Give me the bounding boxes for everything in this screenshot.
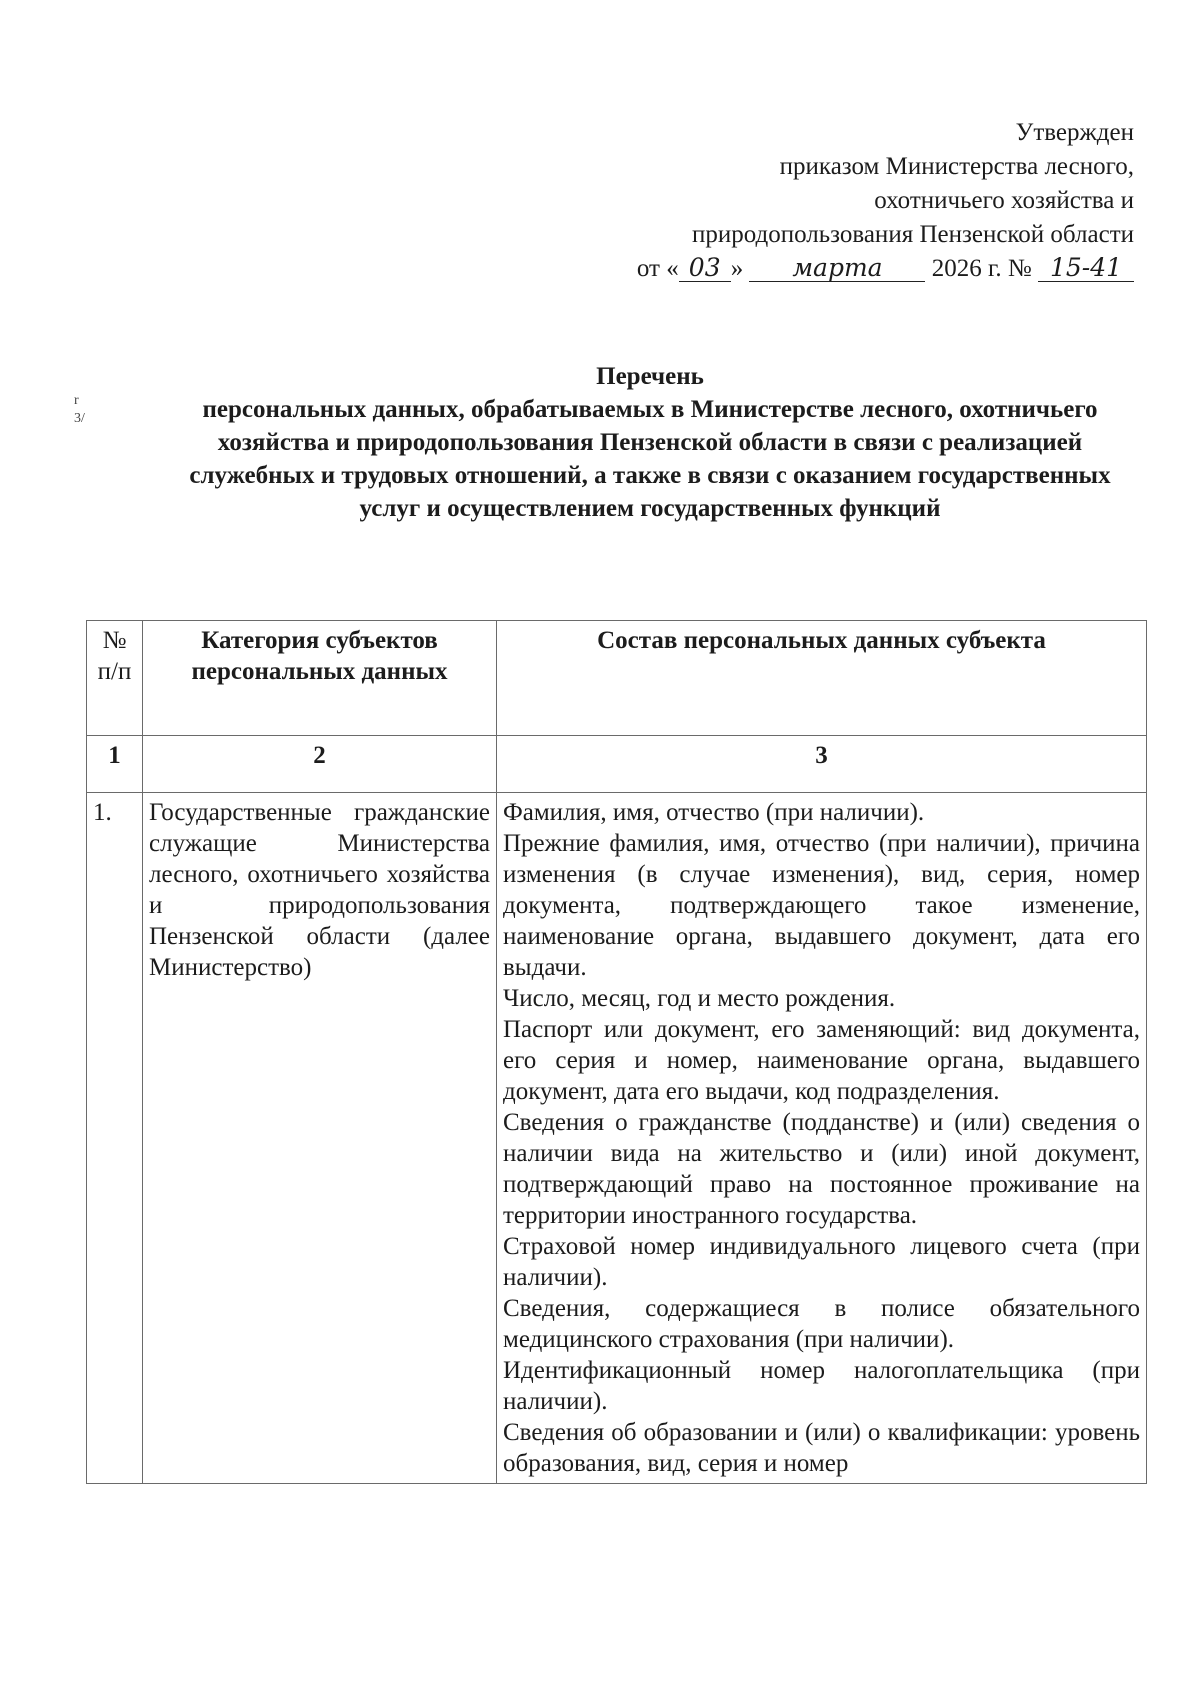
header-category: Категория субъектов персональных данных	[143, 621, 497, 736]
row-composition	[497, 793, 1147, 1484]
composition-item: Фамилия, имя, отчество (при наличии).	[503, 799, 925, 826]
column-number-3: 3	[497, 736, 1147, 793]
column-number-row	[87, 736, 1147, 793]
personal-data-table	[86, 620, 1147, 1484]
column-number-1: 1	[87, 736, 143, 793]
composition-item: Число, месяц, год и место рождения.	[503, 985, 896, 1012]
composition-item: Идентификационный номер налогоплательщика (при наличии).	[503, 1357, 1140, 1415]
document-title	[170, 360, 1130, 525]
composition-item: Сведения об образовании и (или) о квалификации: уровень образования, вид, серия и номер	[503, 1419, 1140, 1477]
margin-mark: r 3/	[74, 393, 85, 426]
approval-block	[574, 116, 1134, 286]
header-composition: Состав персональных данных субъекта	[497, 621, 1147, 736]
composition-item: Сведения, содержащиеся в полисе обязательного медицинского страхования (при наличии).	[503, 1295, 1140, 1353]
title-heading: Перечень	[596, 363, 704, 390]
approval-line-2: приказом Министерства лесного,	[779, 153, 1134, 180]
date-quote-close: »	[730, 255, 744, 282]
handwritten-day: 03	[679, 255, 731, 282]
handwritten-month: марта	[749, 255, 925, 282]
approval-date-line	[574, 252, 1134, 286]
column-number-2: 2	[143, 736, 497, 793]
composition-item: Паспорт или документ, его заменяющий: вид документа, его серия и номер, наименование органа, выдавшего документ, дата его выдачи, код подразделения.	[503, 1016, 1140, 1105]
table-row	[87, 793, 1147, 1484]
composition-item: Сведения о гражданстве (подданстве) и (или) сведения о наличии вида на жительство и (или) иной документ, подтверждающий право на постоянное проживание на территории иностранного государства.	[503, 1109, 1140, 1229]
composition-item: Прежние фамилия, имя, отчество (при наличии), причина изменения (в случае изменения), вид, серия, номер документа, подтверждающего такое изменение, наименование органа, выдавшего документ, дата его выдачи.	[503, 830, 1140, 981]
date-prefix: от «	[636, 255, 679, 282]
year-text: 2026 г. №	[931, 255, 1032, 282]
table-header-row	[87, 621, 1147, 736]
approval-line-3: охотничьего хозяйства и	[874, 187, 1134, 214]
title-subtitle: персональных данных, обрабатываемых в Министерстве лесного, охотничьего хозяйства и природопользования Пензенской области в связи с реализацией служебных и трудовых отношений, а также в связи с оказанием государственных услуг и осуществлением государственных функций	[189, 396, 1111, 522]
approval-line-4: природопользования Пензенской области	[691, 221, 1134, 248]
approval-line-1: Утвержден	[1015, 119, 1134, 146]
header-num: № п/п	[87, 621, 143, 736]
composition-item: Страховой номер индивидуального лицевого счета (при наличии).	[503, 1233, 1140, 1291]
handwritten-order-number: 15-41	[1038, 255, 1134, 282]
row-category: Государственные гражданские служащие Министерства лесного, охотничьего хозяйства и природопользования Пензенской области (далее Министерство)	[143, 793, 497, 1484]
row-number: 1.	[87, 793, 143, 1484]
